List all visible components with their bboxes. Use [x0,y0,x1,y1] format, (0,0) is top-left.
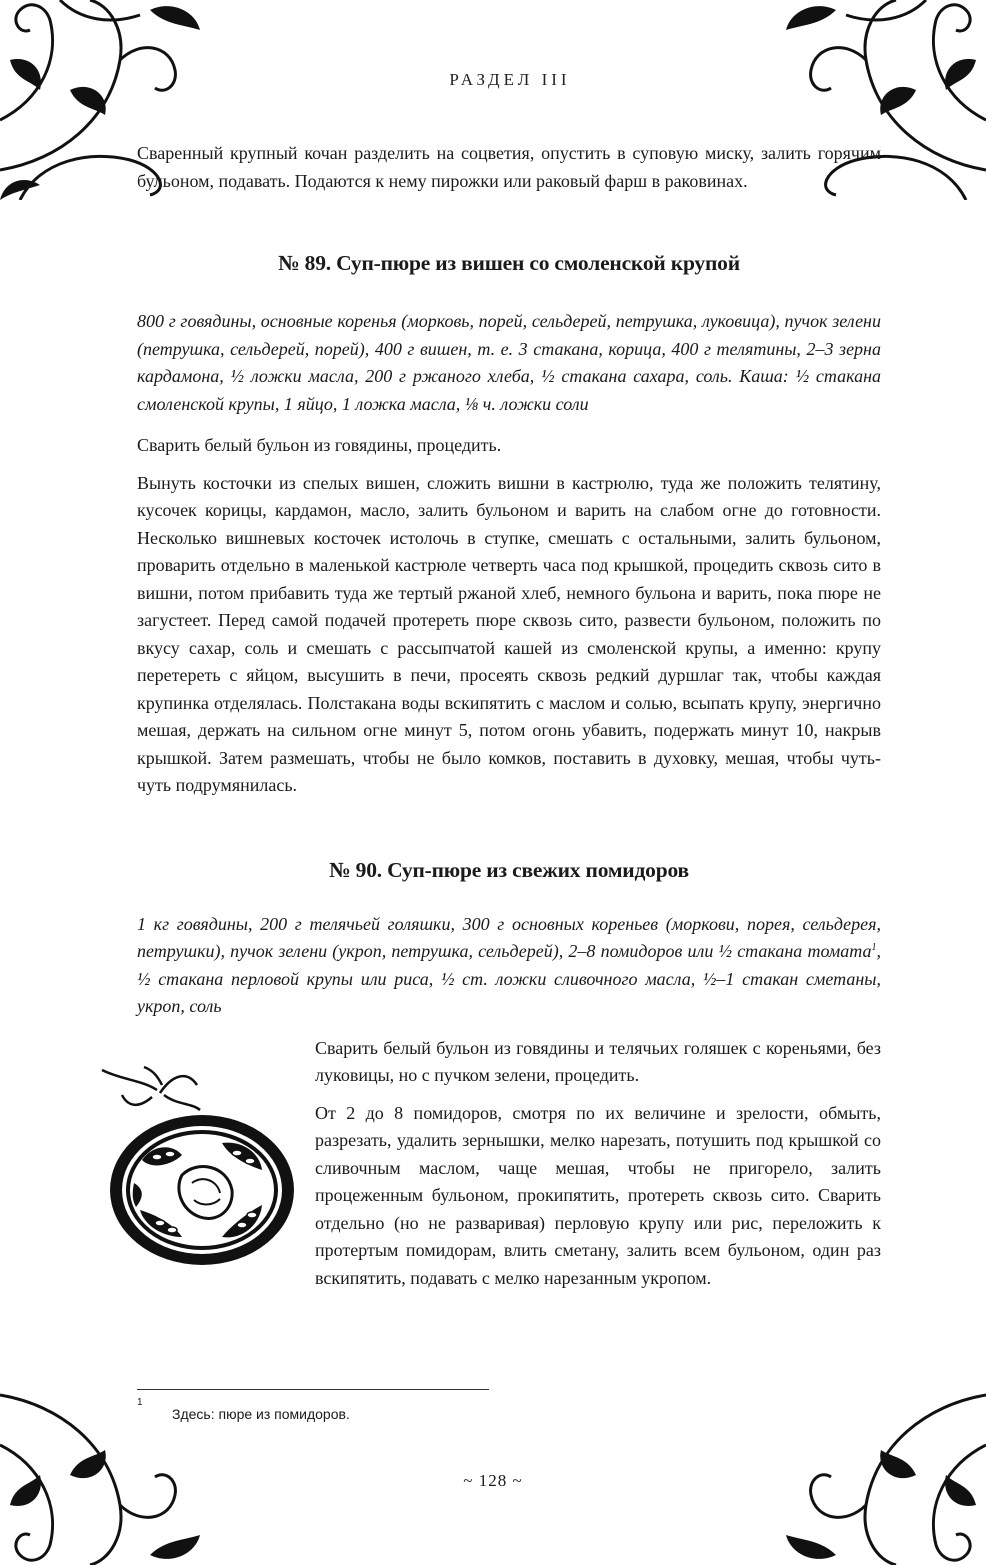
footnote-reference: 1 [871,942,877,953]
intro-paragraph: Сваренный крупный кочан разделить на соцветия, опустить в суповую миску, залить горячим бульоном, подавать. Подаются к нему пирожки или раковый фарш в раковинах. [137,143,881,191]
recipe-90-body [137,1035,881,1293]
recipe-90-text [315,1035,881,1293]
footnote-rule [137,1389,489,1390]
recipe-90-title: № 90. Суп-пюре из свежих помидоров [329,857,689,882]
recipe-90-ingredients-part2: , ½ стакана перловой крупы или риса, ½ ст. ложки сливочного масла, ½–1 стакан сметаны, укроп, соль [137,941,881,1016]
page-number: ~ 128 ~ [463,1471,523,1490]
recipe-89-step-1: Сварить белый бульон из говядины, процедить. [137,435,502,455]
footnote-text: Здесь: пюре из помидоров. [172,1406,350,1422]
halved-tomato-icon [82,1065,307,1270]
recipe-89-ingredients: 800 г говядины, основные коренья (морковь, порей, сельдерей, петрушка, луковица), пучок зелени (петрушка, сельдерей, порей), 400 г вишен, т. е. 3 стакана, корица, 400 г телятины, 2–3 зерна кардамона, ½ ложки масла, 200 г ржаного хлеба, ½ стакана сахара, соль. Каша: ½ стакана смоленской крупы, 1 яйцо, 1 ложка масла, ⅛ ч. ложки соли [137,311,881,414]
recipe-90-step-2: От 2 до 8 помидоров, смотря по их величине и зрелости, обмыть, разрезать, удалить зернышки, мелко нарезать, потушить под крышкой со сливочным маслом, чаще мешая, чтобы не пригорело, залить процеженным бульоном, прокипятить, протереть сквозь сито. Сварить отдельно (но не разваривая) перловую крупу или рис, переложить к протертым помидорам, влить сметану, залить всем бульоном, один раз вскипятить, подавать с мелко нарезанным укропом. [315,1102,881,1288]
recipe-89-title: № 89. Суп-пюре из вишен со смоленской крупой [278,251,740,275]
corner-ornament-bottom-right [756,1365,986,1565]
recipe-90-ingredients [137,911,881,1021]
page-body [137,140,881,1302]
running-head: РАЗДЕЛ III [449,70,571,89]
recipe-90-ingredients-part1: 1 кг говядины, 200 г телячьей голяшки, 300 г основных кореньев (моркови, порея, сельдерея, петрушки), пучок зелени (укроп, петрушка, сельдерей), 2–8 помидоров или ½ стакана томата [137,913,881,961]
corner-ornament-bottom-left [0,1365,230,1565]
recipe-89-step-2: Вынуть косточки из спелых вишен, сложить вишни в кастрюлю, туда же положить телятину, кусочек корицы, кардамон, масло, залить бульоном и варить на слабом огне до готовности. Несколько вишневых косточек истолочь в ступке, смешать с остальными, залить бульоном, проварить отдельно в маленькой кастрюле четверть часа под крышкой, процедить сквозь сито в вишни, потом прибавить туда же тертый ржаной хлеб, немного бульона и варить, пока пюре не загустеет. Перед самой подачей протереть пюре сквозь сито, развести бульоном, положить по вкусу сахар, соль и смешать с рассыпчатой кашей из смоленской крупы, а именно: крупу перетереть с яйцом, высушить в печи, просеять сквозь редкий дуршлаг так, чтобы каждая крупинка отделялась. Полстакана воды вскипятить с маслом и солью, всыпать крупу, энергично мешая, держать на сильном огне минут 5, потом огонь убавить, подержать минут 10, накрыв крышкой. Затем размешать, чтобы не было комков, поставить в духовку, мешая, чтобы чуть-чуть подрумянилась. [137,472,881,795]
footnote-number: 1 [137,1397,143,1408]
recipe-90-step-1: Сварить белый бульон из говядины и телячьих голяшек с кореньями, без луковицы, но с пучком зелени, процедить. [315,1037,881,1085]
